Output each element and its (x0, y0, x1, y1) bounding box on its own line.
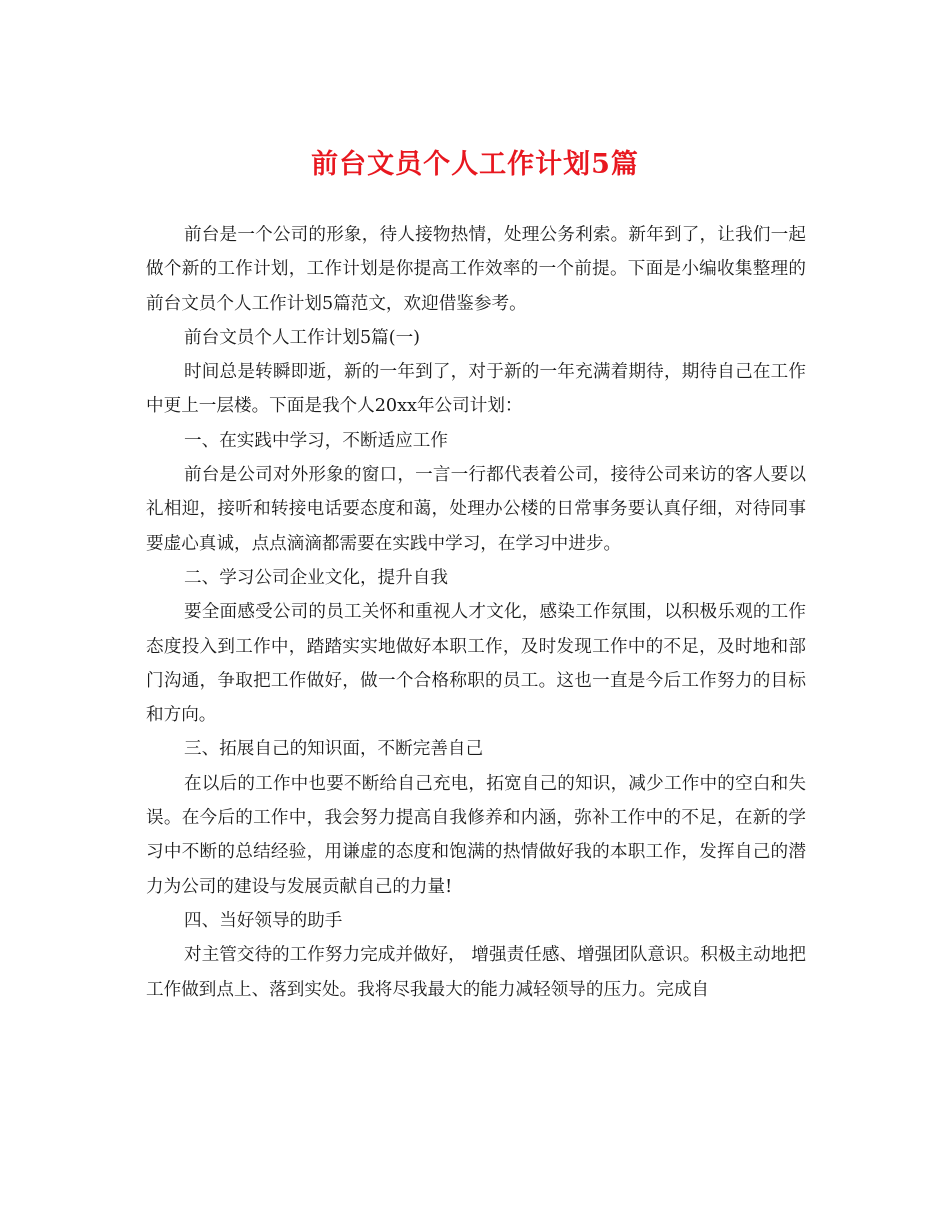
subheading-4: 四、当好领导的助手 (184, 910, 343, 931)
body-paragraph: 要全面感受公司的员工关怀和重视人才文化，感染工作氛围，以积极乐观的工作态度投入到工作中，踏踏实实地做好本职工作，及时发现工作中的不足，及时地和部门沟通，争取把工作做好，做一个合格称职的员工。这也一直是今后工作努力的目标和方向。 (146, 602, 806, 726)
subheading-2: 二、学习公司企业文化，提升自我 (184, 567, 448, 588)
body-paragraph: 前台是公司对外形象的窗口，一言一行都代表着公司，接待公司来访的客人要以礼相迎，接听和转接电话要态度和蔼，处理办公楼的日常事务要认真仔细，对待同事要虚心真诚，点点滴滴都需要在实践中学习，在学习中进步。 (146, 465, 806, 554)
document-title: 前台文员个人工作计划5篇 (311, 149, 639, 180)
section-heading-plan-1: 前台文员个人工作计划5篇(一) (184, 327, 421, 348)
subheading-3: 三、拓展自己的知识面，不断完善自己 (184, 739, 484, 760)
body-paragraph: 时间总是转瞬即逝，新的一年到了，对于新的一年充满着期待，期待自己在工作中更上一层楼。下面是我个人20xx年公司计划： (146, 362, 806, 417)
body-paragraph: 在以后的工作中也要不断给自己充电，拓宽自己的知识，减少工作中的空白和失误。在今后的工作中，我会努力提高自我修养和内涵，弥补工作中的不足，在新的学习中不断的总结经验，用谦虚的态度和饱满的热情做好我的本职工作，发挥自己的潜力为公司的建设与发展贡献自己的力量! (146, 773, 806, 897)
body-paragraph: 对主管交待的工作努力完成并做好， 增强责任感、增强团队意识。积极主动地把工作做到点上、落到实处。我将尽我最大的能力减轻领导的压力。完成自 (146, 945, 806, 1000)
document-body (146, 218, 806, 1007)
intro-paragraph: 前台是一个公司的形象，待人接物热情，处理公务利索。新年到了，让我们一起做个新的工作计划，工作计划是你提高工作效率的一个前提。下面是小编收集整理的前台文员个人工作计划5篇范文，欢迎借鉴参考。 (146, 225, 806, 314)
subheading-1: 一、在实践中学习，不断适应工作 (184, 430, 448, 451)
